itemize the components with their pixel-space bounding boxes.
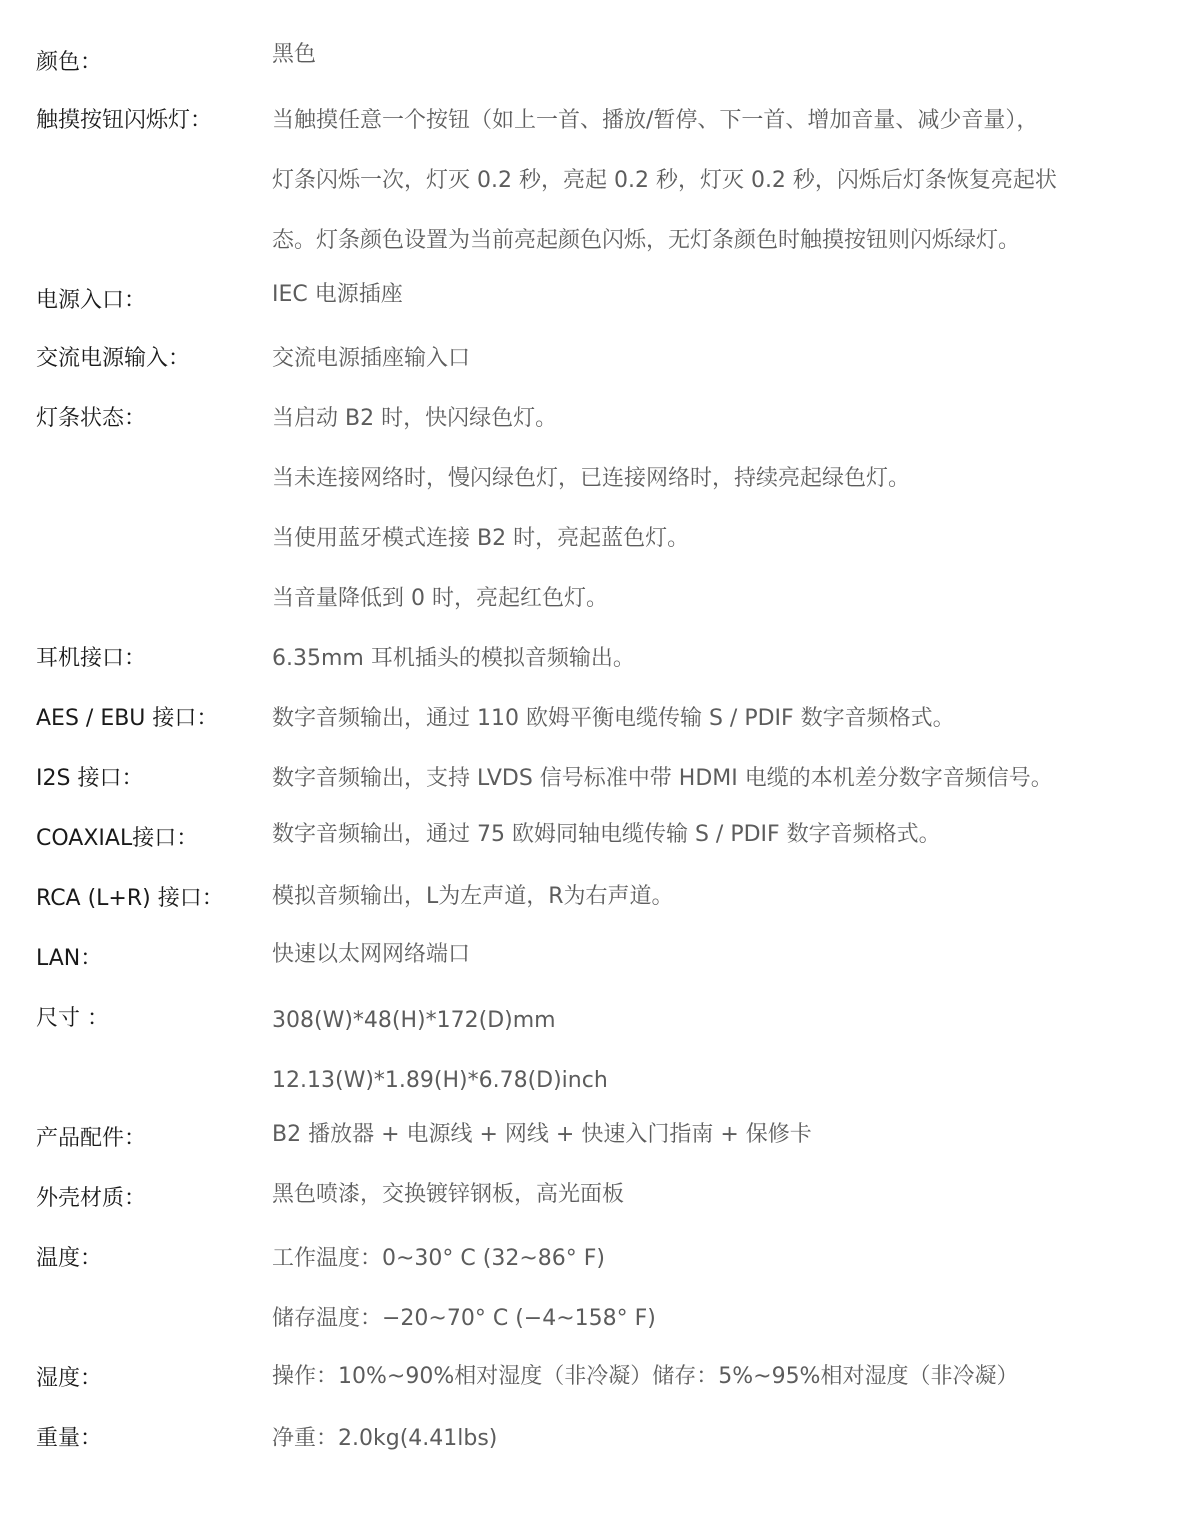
spec-row-dimensions <box>0 1004 1200 1093</box>
spec-label: 灯条状态： <box>36 406 147 431</box>
spec-row-rca <box>0 884 1200 944</box>
spec-label: 温度： <box>36 1246 103 1271</box>
spec-value: 当未连接网络时，慢闪绿色灯，已连接网络时，持续亮起绿色灯。 <box>272 466 911 491</box>
spec-label: 产品配件： <box>36 1126 147 1151</box>
spec-value: 当使用蓝牙模式连接 B2 时，亮起蓝色灯。 <box>272 526 690 551</box>
spec-value: 当启动 B2 时，快闪绿色灯。 <box>272 406 558 431</box>
spec-label: 电源入口： <box>36 288 147 313</box>
spec-row-enclosure <box>0 1184 1200 1244</box>
spec-value: 数字音频输出，通过 75 欧姆同轴电缆传输 S / PDIF 数字音频格式。 <box>272 822 941 847</box>
spec-value: 6.35mm 耳机插头的模拟音频输出。 <box>272 646 635 671</box>
spec-label: 颜色： <box>36 50 103 75</box>
spec-label: LAN： <box>36 946 103 971</box>
spec-value: 12.13(W)*1.89(H)*6.78(D)inch <box>272 1068 608 1093</box>
spec-row-touch-led <box>0 106 1200 253</box>
spec-row-color <box>0 44 1200 104</box>
spec-row-led-status <box>0 404 1200 611</box>
spec-value: 态。灯条颜色设置为当前亮起颜色闪烁，无灯条颜色时触摸按钮则闪烁绿灯。 <box>272 228 1021 253</box>
spec-value: 交流电源插座输入口 <box>272 346 471 371</box>
spec-label: 触摸按钮闪烁灯： <box>36 108 213 133</box>
spec-row-i2s <box>0 764 1200 824</box>
spec-label: 重量： <box>36 1426 103 1451</box>
spec-row-accessories <box>0 1124 1200 1184</box>
spec-label: 外壳材质： <box>36 1186 147 1211</box>
spec-value: 数字音频输出，支持 LVDS 信号标准中带 HDMI 电缆的本机差分数字音频信号。 <box>272 766 1053 791</box>
spec-label: 尺寸 ： <box>36 1006 109 1031</box>
spec-label: AES / EBU 接口： <box>36 706 219 731</box>
spec-row-coaxial <box>0 824 1200 884</box>
spec-value: 净重：2.0kg(4.41lbs) <box>272 1426 498 1451</box>
spec-row-power-inlet <box>0 284 1200 344</box>
spec-row-aes-ebu <box>0 704 1200 764</box>
spec-value: 工作温度：0~30° C (32~86° F) <box>272 1246 606 1271</box>
spec-value: 数字音频输出，通过 110 欧姆平衡电缆传输 S / PDIF 数字音频格式。 <box>272 706 955 731</box>
spec-row-temperature <box>0 1244 1200 1331</box>
spec-value: IEC 电源插座 <box>272 282 403 307</box>
spec-label: RCA (L+R) 接口： <box>36 886 224 911</box>
spec-value: 当触摸任意一个按钮（如上一首、播放/暂停、下一首、增加音量、减少音量）， <box>272 108 1039 133</box>
spec-label: 交流电源输入： <box>36 346 191 371</box>
spec-value: 当音量降低到 0 时，亮起红色灯。 <box>272 586 608 611</box>
spec-value: 黑色喷漆，交换镀锌钢板，高光面板 <box>272 1182 625 1207</box>
spec-value: B2 播放器 + 电源线 + 网线 + 快速入门指南 + 保修卡 <box>272 1122 812 1147</box>
spec-label: 湿度： <box>36 1366 103 1391</box>
spec-row-humidity <box>0 1364 1200 1424</box>
spec-label: COAXIAL接口： <box>36 826 199 851</box>
spec-value: 308(W)*48(H)*172(D)mm <box>272 1008 556 1033</box>
spec-row-weight <box>0 1424 1200 1484</box>
spec-value: 储存温度：−20~70° C (−4~158° F) <box>272 1306 656 1331</box>
spec-label: 耳机接口： <box>36 646 147 671</box>
spec-value: 黑色 <box>272 42 317 67</box>
spec-row-headphone <box>0 644 1200 704</box>
spec-value: 灯条闪烁一次，灯灭 0.2 秒，亮起 0.2 秒，灯灭 0.2 秒，闪烁后灯条恢复亮起状 <box>272 168 1057 193</box>
spec-row-ac-input <box>0 344 1200 404</box>
spec-row-lan <box>0 944 1200 1004</box>
spec-label: I2S 接口： <box>36 766 144 791</box>
spec-value: 快速以太网网络端口 <box>272 942 471 967</box>
spec-value: 模拟音频输出，L为左声道，R为右声道。 <box>272 884 674 909</box>
spec-value: 操作：10%~90%相对湿度（非冷凝）储存：5%~95%相对湿度（非冷凝） <box>272 1364 1019 1389</box>
